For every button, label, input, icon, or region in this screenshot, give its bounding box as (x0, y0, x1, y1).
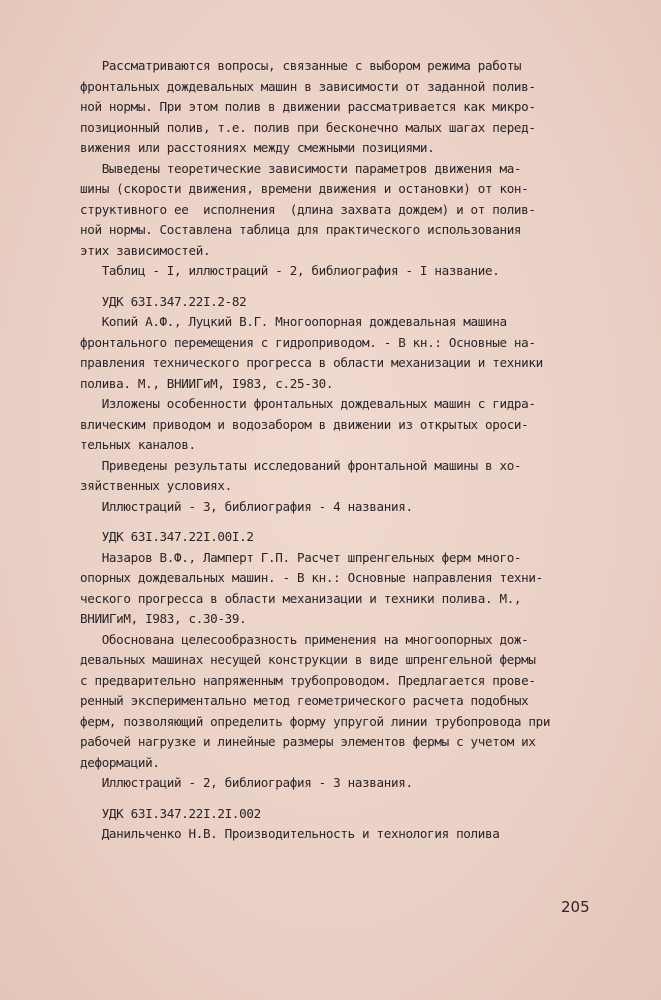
text-line: фронтального перемещения с гидроприводом. - В кн.: Основные на- (80, 334, 536, 350)
text-line: Копий А.Ф., Луцкий В.Г. Многоопорная дождевальная машина (80, 314, 507, 329)
text-line: Рассматриваются вопросы, связанные с выбором режима работы (80, 58, 522, 73)
text-line: зяйственных условиях. (80, 478, 232, 493)
text-line: шины (скорости движения, времени движения и остановки) от кон- (80, 181, 529, 196)
abstract-block-2 (80, 292, 600, 518)
text-line: полива. М., ВНИИГиМ, I983, с.25-30. (80, 375, 334, 391)
udc-code: УДК 63I.347.22I.2I.002 (80, 805, 261, 821)
text-line: ной нормы. При этом полив в движении рассматривается как микро- (80, 99, 536, 114)
text-line: фронтальных дождевальных машин в зависимости от заданной полив- (80, 78, 536, 94)
text-line: правления технического прогресса в области механизации и техники (80, 355, 543, 370)
abstract-block-4 (80, 804, 600, 845)
abstract-block-1 (80, 56, 600, 282)
text-line: Обоснована целесообразность применения на многоопорных дож- (80, 631, 529, 647)
text-line: позиционный полив, т.е. полив при бесконечно малых шагах перед- (80, 119, 536, 135)
udc-code: УДК 63I.347.22I.00I.2 (80, 529, 254, 544)
text-line: этих зависимостей. (80, 242, 211, 258)
block-gap (80, 282, 600, 292)
udc-code: УДК 63I.347.22I.2-82 (80, 293, 247, 309)
text-line: структивного ее исполнения (длина захвата дождем) и от полив- (80, 201, 536, 217)
block-gap (80, 794, 600, 804)
text-line: ВНИИГиМ, I983, с.30-39. (80, 611, 247, 626)
page-number: 205 (561, 898, 590, 916)
text-line: Иллюстраций - 3, библиография - 4 названия. (80, 498, 413, 514)
text-line: с предварительно напряженным трубопроводом. Предлагается прове- (80, 672, 536, 688)
text-line: Данильченко Н.В. Производительность и технология полива (80, 826, 500, 841)
text-line: ческого прогресса в области механизации и техники полива. М., (80, 590, 522, 606)
text-line: рабочей нагрузке и линейные размеры элементов фермы с учетом их (80, 734, 536, 749)
text-line: ной нормы. Составлена таблица для практического использования (80, 222, 522, 237)
text-line: ренный экспериментально метод геометрического расчета подобных (80, 693, 529, 708)
text-line: Иллюстраций - 2, библиография - 3 названия. (80, 775, 413, 790)
text-line: тельных каналов. (80, 437, 196, 452)
text-line: ферм, позволяющий определить форму упругой линии трубопровода при (80, 713, 551, 729)
text-line: деформаций. (80, 754, 160, 770)
text-line: влическим приводом и водозабором в движении из открытых ороси- (80, 416, 529, 432)
block-gap (80, 517, 600, 527)
text-line: опорных дождевальных машин. - В кн.: Основные направления техни- (80, 570, 543, 585)
text-line: Изложены особенности фронтальных дождевальных машин с гидра- (80, 396, 536, 411)
text-line: Выведены теоретические зависимости параметров движения ма- (80, 160, 522, 176)
text-line: Назаров В.Ф., Ламперт Г.П. Расчет шпренгельных ферм много- (80, 549, 522, 565)
abstract-block-3 (80, 527, 600, 794)
text-line: Таблиц - I, иллюстраций - 2, библиография - I название. (80, 263, 500, 278)
body-text (80, 56, 600, 845)
text-line: девальных машинах несущей конструкции в виде шпренгельной фермы (80, 652, 536, 667)
text-line: Приведены результаты исследований фронтальной машины в хо- (80, 457, 522, 473)
text-line: вижения или расстояниях между смежными позициями. (80, 140, 435, 155)
